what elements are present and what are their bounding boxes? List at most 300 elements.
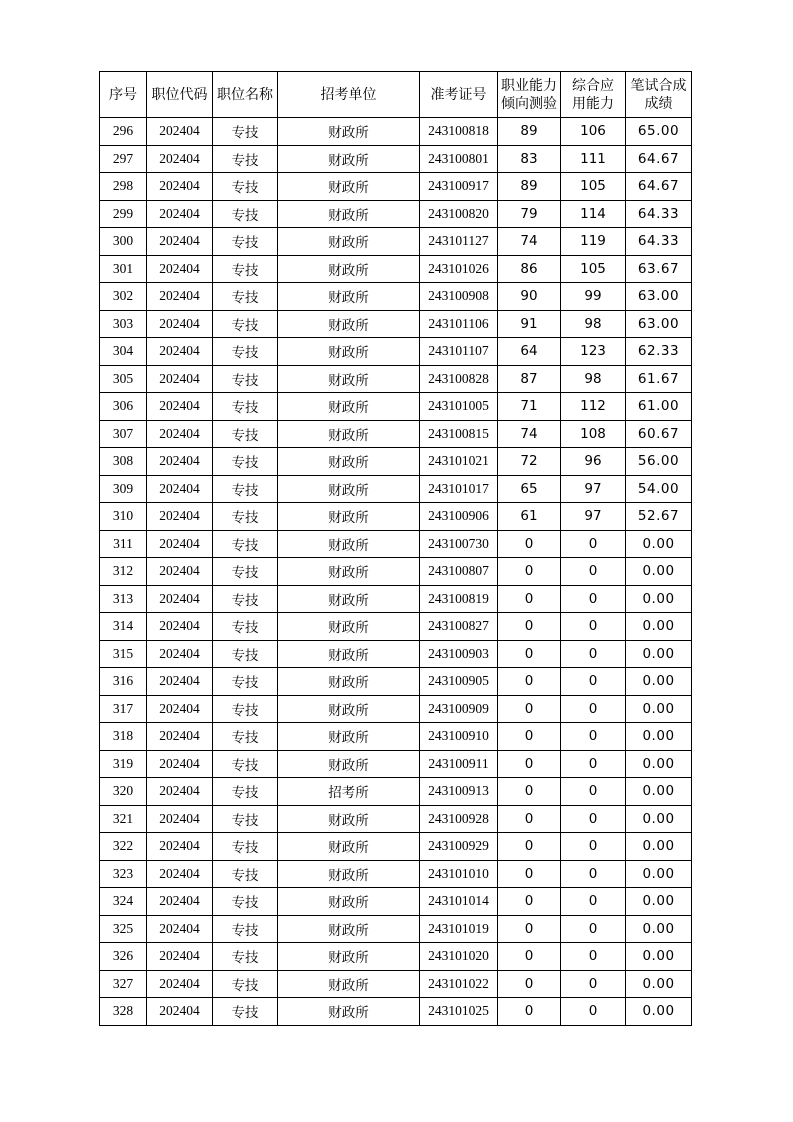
- cell-recruiting-unit: 财政所: [278, 613, 420, 641]
- cell-applied-score: 0: [561, 558, 626, 586]
- cell-applied-score: 0: [561, 695, 626, 723]
- cell-aptitude-score: 83: [498, 145, 561, 173]
- cell-recruiting-unit: 财政所: [278, 338, 420, 366]
- cell-seq: 307: [100, 420, 147, 448]
- cell-position-code: 202404: [147, 888, 213, 916]
- cell-recruiting-unit: 财政所: [278, 420, 420, 448]
- cell-recruiting-unit: 财政所: [278, 145, 420, 173]
- cell-ticket-number: 243100730: [420, 530, 498, 558]
- cell-seq: 316: [100, 668, 147, 696]
- cell-seq: 308: [100, 448, 147, 476]
- cell-ticket-number: 243101021: [420, 448, 498, 476]
- cell-aptitude-score: 0: [498, 888, 561, 916]
- cell-applied-score: 98: [561, 365, 626, 393]
- cell-position-name: 专技: [213, 998, 278, 1026]
- cell-position-name: 专技: [213, 200, 278, 228]
- cell-position-name: 专技: [213, 365, 278, 393]
- cell-ticket-number: 243100801: [420, 145, 498, 173]
- cell-applied-score: 0: [561, 750, 626, 778]
- cell-total-score: 0.00: [626, 723, 692, 751]
- cell-applied-score: 105: [561, 255, 626, 283]
- header-total-line2: 成绩: [644, 95, 673, 112]
- cell-position-code: 202404: [147, 695, 213, 723]
- table-row: [100, 420, 692, 448]
- cell-total-score: 0.00: [626, 888, 692, 916]
- table-row: [100, 943, 692, 971]
- cell-recruiting-unit: 财政所: [278, 228, 420, 256]
- cell-recruiting-unit: 财政所: [278, 530, 420, 558]
- cell-position-code: 202404: [147, 365, 213, 393]
- cell-position-code: 202404: [147, 145, 213, 173]
- cell-ticket-number: 243101026: [420, 255, 498, 283]
- cell-seq: 310: [100, 503, 147, 531]
- table-row: [100, 365, 692, 393]
- cell-recruiting-unit: 财政所: [278, 970, 420, 998]
- table-row: [100, 750, 692, 778]
- table-row: [100, 695, 692, 723]
- cell-total-score: 0.00: [626, 530, 692, 558]
- cell-seq: 298: [100, 173, 147, 201]
- cell-applied-score: 0: [561, 723, 626, 751]
- cell-aptitude-score: 89: [498, 118, 561, 146]
- cell-recruiting-unit: 财政所: [278, 118, 420, 146]
- cell-applied-score: 114: [561, 200, 626, 228]
- cell-recruiting-unit: 财政所: [278, 283, 420, 311]
- cell-applied-score: 0: [561, 585, 626, 613]
- cell-position-name: 专技: [213, 723, 278, 751]
- cell-total-score: 0.00: [626, 778, 692, 806]
- cell-seq: 300: [100, 228, 147, 256]
- cell-position-name: 专技: [213, 943, 278, 971]
- cell-aptitude-score: 61: [498, 503, 561, 531]
- cell-ticket-number: 243101127: [420, 228, 498, 256]
- cell-applied-score: 112: [561, 393, 626, 421]
- header-position-code: 职位代码: [147, 72, 213, 118]
- cell-position-code: 202404: [147, 200, 213, 228]
- cell-position-name: 专技: [213, 860, 278, 888]
- cell-seq: 318: [100, 723, 147, 751]
- cell-recruiting-unit: 招考所: [278, 778, 420, 806]
- cell-position-code: 202404: [147, 503, 213, 531]
- cell-aptitude-score: 0: [498, 640, 561, 668]
- cell-applied-score: 111: [561, 145, 626, 173]
- cell-aptitude-score: 0: [498, 833, 561, 861]
- cell-recruiting-unit: 财政所: [278, 310, 420, 338]
- cell-applied-score: 0: [561, 915, 626, 943]
- cell-position-name: 专技: [213, 613, 278, 641]
- cell-total-score: 0.00: [626, 695, 692, 723]
- table-row: [100, 228, 692, 256]
- cell-position-name: 专技: [213, 668, 278, 696]
- cell-ticket-number: 243100820: [420, 200, 498, 228]
- cell-ticket-number: 243101022: [420, 970, 498, 998]
- cell-total-score: 0.00: [626, 943, 692, 971]
- header-total-line1: 笔试合成: [630, 77, 687, 94]
- cell-recruiting-unit: 财政所: [278, 695, 420, 723]
- table-row: [100, 888, 692, 916]
- cell-recruiting-unit: 财政所: [278, 475, 420, 503]
- table-row: [100, 640, 692, 668]
- cell-recruiting-unit: 财政所: [278, 860, 420, 888]
- cell-ticket-number: 243100928: [420, 805, 498, 833]
- cell-ticket-number: 243101107: [420, 338, 498, 366]
- cell-applied-score: 0: [561, 888, 626, 916]
- cell-ticket-number: 243100909: [420, 695, 498, 723]
- cell-ticket-number: 243100905: [420, 668, 498, 696]
- cell-position-code: 202404: [147, 310, 213, 338]
- cell-ticket-number: 243100819: [420, 585, 498, 613]
- cell-aptitude-score: 0: [498, 998, 561, 1026]
- cell-applied-score: 0: [561, 860, 626, 888]
- cell-aptitude-score: 72: [498, 448, 561, 476]
- header-position-name: 职位名称: [213, 72, 278, 118]
- cell-aptitude-score: 91: [498, 310, 561, 338]
- cell-aptitude-score: 0: [498, 558, 561, 586]
- cell-recruiting-unit: 财政所: [278, 750, 420, 778]
- cell-position-name: 专技: [213, 695, 278, 723]
- cell-seq: 306: [100, 393, 147, 421]
- cell-seq: 296: [100, 118, 147, 146]
- header-aptitude-test: [498, 72, 561, 118]
- cell-recruiting-unit: 财政所: [278, 173, 420, 201]
- table-row: [100, 860, 692, 888]
- cell-total-score: 0.00: [626, 860, 692, 888]
- table-row: [100, 998, 692, 1026]
- cell-ticket-number: 243100818: [420, 118, 498, 146]
- header-row: [100, 72, 692, 118]
- cell-position-name: 专技: [213, 750, 278, 778]
- cell-position-code: 202404: [147, 283, 213, 311]
- cell-ticket-number: 243101025: [420, 998, 498, 1026]
- cell-applied-score: 97: [561, 475, 626, 503]
- table-row: [100, 310, 692, 338]
- cell-ticket-number: 243100815: [420, 420, 498, 448]
- cell-seq: 311: [100, 530, 147, 558]
- cell-recruiting-unit: 财政所: [278, 200, 420, 228]
- cell-recruiting-unit: 财政所: [278, 255, 420, 283]
- cell-ticket-number: 243101010: [420, 860, 498, 888]
- cell-total-score: 0.00: [626, 640, 692, 668]
- cell-ticket-number: 243100903: [420, 640, 498, 668]
- cell-position-code: 202404: [147, 585, 213, 613]
- cell-seq: 322: [100, 833, 147, 861]
- table-row: [100, 283, 692, 311]
- cell-seq: 312: [100, 558, 147, 586]
- cell-ticket-number: 243100910: [420, 723, 498, 751]
- table-row: [100, 970, 692, 998]
- table-row: [100, 503, 692, 531]
- cell-total-score: 0.00: [626, 613, 692, 641]
- cell-total-score: 60.67: [626, 420, 692, 448]
- cell-recruiting-unit: 财政所: [278, 998, 420, 1026]
- cell-ticket-number: 243100911: [420, 750, 498, 778]
- cell-aptitude-score: 86: [498, 255, 561, 283]
- table-row: [100, 833, 692, 861]
- cell-aptitude-score: 0: [498, 778, 561, 806]
- cell-ticket-number: 243101106: [420, 310, 498, 338]
- cell-position-name: 专技: [213, 310, 278, 338]
- table-row: [100, 200, 692, 228]
- header-total-score: [626, 72, 692, 118]
- cell-position-name: 专技: [213, 915, 278, 943]
- header-applied-line2: 用能力: [572, 95, 614, 112]
- cell-ticket-number: 243100906: [420, 503, 498, 531]
- table-row: [100, 668, 692, 696]
- cell-seq: 321: [100, 805, 147, 833]
- cell-position-name: 专技: [213, 585, 278, 613]
- cell-position-code: 202404: [147, 118, 213, 146]
- cell-position-code: 202404: [147, 778, 213, 806]
- header-aptitude-line1: 职业能力: [501, 77, 557, 94]
- header-recruiting-unit: 招考单位: [278, 72, 420, 118]
- cell-applied-score: 119: [561, 228, 626, 256]
- cell-position-code: 202404: [147, 833, 213, 861]
- cell-position-code: 202404: [147, 860, 213, 888]
- cell-applied-score: 0: [561, 530, 626, 558]
- cell-ticket-number: 243100913: [420, 778, 498, 806]
- table-row: [100, 585, 692, 613]
- cell-seq: 315: [100, 640, 147, 668]
- cell-aptitude-score: 89: [498, 173, 561, 201]
- cell-seq: 317: [100, 695, 147, 723]
- cell-position-name: 专技: [213, 228, 278, 256]
- cell-recruiting-unit: 财政所: [278, 393, 420, 421]
- cell-position-name: 专技: [213, 118, 278, 146]
- cell-applied-score: 0: [561, 943, 626, 971]
- cell-applied-score: 0: [561, 833, 626, 861]
- table-row: [100, 118, 692, 146]
- cell-position-name: 专技: [213, 888, 278, 916]
- cell-seq: 325: [100, 915, 147, 943]
- cell-position-code: 202404: [147, 970, 213, 998]
- cell-aptitude-score: 0: [498, 613, 561, 641]
- table-row: [100, 448, 692, 476]
- header-applied-line1: 综合应: [572, 77, 614, 94]
- cell-recruiting-unit: 财政所: [278, 723, 420, 751]
- table-row: [100, 338, 692, 366]
- header-applied-ability: [561, 72, 626, 118]
- cell-position-code: 202404: [147, 338, 213, 366]
- cell-position-code: 202404: [147, 723, 213, 751]
- cell-seq: 299: [100, 200, 147, 228]
- cell-recruiting-unit: 财政所: [278, 943, 420, 971]
- cell-position-name: 专技: [213, 173, 278, 201]
- cell-ticket-number: 243100827: [420, 613, 498, 641]
- cell-position-code: 202404: [147, 420, 213, 448]
- cell-aptitude-score: 0: [498, 860, 561, 888]
- table-row: [100, 145, 692, 173]
- cell-seq: 314: [100, 613, 147, 641]
- cell-aptitude-score: 0: [498, 943, 561, 971]
- cell-total-score: 0.00: [626, 970, 692, 998]
- cell-ticket-number: 243100908: [420, 283, 498, 311]
- cell-total-score: 63.00: [626, 283, 692, 311]
- cell-recruiting-unit: 财政所: [278, 448, 420, 476]
- cell-applied-score: 108: [561, 420, 626, 448]
- cell-position-name: 专技: [213, 640, 278, 668]
- cell-total-score: 64.33: [626, 200, 692, 228]
- table-row: [100, 255, 692, 283]
- cell-ticket-number: 243100917: [420, 173, 498, 201]
- cell-seq: 324: [100, 888, 147, 916]
- table-row: [100, 915, 692, 943]
- cell-aptitude-score: 74: [498, 228, 561, 256]
- cell-position-name: 专技: [213, 420, 278, 448]
- cell-applied-score: 0: [561, 805, 626, 833]
- cell-seq: 326: [100, 943, 147, 971]
- table-row: [100, 173, 692, 201]
- cell-seq: 305: [100, 365, 147, 393]
- cell-aptitude-score: 0: [498, 668, 561, 696]
- cell-seq: 302: [100, 283, 147, 311]
- table-body: [100, 118, 692, 1026]
- cell-aptitude-score: 0: [498, 723, 561, 751]
- header-ticket-number: 准考证号: [420, 72, 498, 118]
- cell-seq: 319: [100, 750, 147, 778]
- cell-seq: 313: [100, 585, 147, 613]
- cell-applied-score: 0: [561, 613, 626, 641]
- cell-aptitude-score: 71: [498, 393, 561, 421]
- cell-total-score: 62.33: [626, 338, 692, 366]
- cell-applied-score: 0: [561, 998, 626, 1026]
- cell-position-name: 专技: [213, 805, 278, 833]
- table-row: [100, 778, 692, 806]
- cell-total-score: 63.67: [626, 255, 692, 283]
- cell-position-name: 专技: [213, 530, 278, 558]
- cell-aptitude-score: 79: [498, 200, 561, 228]
- cell-aptitude-score: 0: [498, 915, 561, 943]
- cell-ticket-number: 243101019: [420, 915, 498, 943]
- cell-recruiting-unit: 财政所: [278, 805, 420, 833]
- cell-position-code: 202404: [147, 998, 213, 1026]
- cell-aptitude-score: 90: [498, 283, 561, 311]
- header-aptitude-line2: 倾向测验: [501, 95, 557, 112]
- cell-position-code: 202404: [147, 805, 213, 833]
- cell-position-code: 202404: [147, 668, 213, 696]
- table-row: [100, 613, 692, 641]
- cell-total-score: 61.00: [626, 393, 692, 421]
- cell-total-score: 64.67: [626, 173, 692, 201]
- cell-seq: 328: [100, 998, 147, 1026]
- cell-applied-score: 0: [561, 970, 626, 998]
- cell-position-code: 202404: [147, 475, 213, 503]
- cell-applied-score: 123: [561, 338, 626, 366]
- cell-position-name: 专技: [213, 503, 278, 531]
- cell-position-code: 202404: [147, 228, 213, 256]
- score-table: [99, 71, 692, 1026]
- cell-ticket-number: 243100828: [420, 365, 498, 393]
- cell-position-name: 专技: [213, 558, 278, 586]
- cell-ticket-number: 243101020: [420, 943, 498, 971]
- table-row: [100, 805, 692, 833]
- cell-position-code: 202404: [147, 530, 213, 558]
- cell-position-name: 专技: [213, 145, 278, 173]
- cell-position-code: 202404: [147, 173, 213, 201]
- cell-position-code: 202404: [147, 448, 213, 476]
- cell-applied-score: 98: [561, 310, 626, 338]
- cell-seq: 301: [100, 255, 147, 283]
- cell-total-score: 64.67: [626, 145, 692, 173]
- cell-position-name: 专技: [213, 833, 278, 861]
- cell-position-code: 202404: [147, 558, 213, 586]
- cell-total-score: 0.00: [626, 833, 692, 861]
- cell-aptitude-score: 64: [498, 338, 561, 366]
- cell-seq: 309: [100, 475, 147, 503]
- cell-position-name: 专技: [213, 338, 278, 366]
- cell-total-score: 0.00: [626, 558, 692, 586]
- cell-position-name: 专技: [213, 778, 278, 806]
- cell-seq: 323: [100, 860, 147, 888]
- cell-recruiting-unit: 财政所: [278, 365, 420, 393]
- cell-position-name: 专技: [213, 970, 278, 998]
- cell-aptitude-score: 74: [498, 420, 561, 448]
- cell-applied-score: 106: [561, 118, 626, 146]
- cell-position-name: 专技: [213, 393, 278, 421]
- header-seq: 序号: [100, 72, 147, 118]
- cell-ticket-number: 243101017: [420, 475, 498, 503]
- cell-aptitude-score: 0: [498, 805, 561, 833]
- cell-position-name: 专技: [213, 448, 278, 476]
- cell-total-score: 63.00: [626, 310, 692, 338]
- cell-total-score: 54.00: [626, 475, 692, 503]
- table-row: [100, 530, 692, 558]
- cell-total-score: 65.00: [626, 118, 692, 146]
- cell-applied-score: 96: [561, 448, 626, 476]
- cell-position-name: 专技: [213, 475, 278, 503]
- cell-recruiting-unit: 财政所: [278, 585, 420, 613]
- cell-ticket-number: 243101005: [420, 393, 498, 421]
- cell-seq: 304: [100, 338, 147, 366]
- table-row: [100, 558, 692, 586]
- cell-ticket-number: 243100807: [420, 558, 498, 586]
- cell-seq: 303: [100, 310, 147, 338]
- cell-total-score: 0.00: [626, 805, 692, 833]
- cell-applied-score: 0: [561, 778, 626, 806]
- cell-total-score: 64.33: [626, 228, 692, 256]
- cell-aptitude-score: 87: [498, 365, 561, 393]
- cell-aptitude-score: 0: [498, 695, 561, 723]
- cell-seq: 297: [100, 145, 147, 173]
- cell-recruiting-unit: 财政所: [278, 640, 420, 668]
- cell-ticket-number: 243100929: [420, 833, 498, 861]
- cell-aptitude-score: 0: [498, 585, 561, 613]
- cell-recruiting-unit: 财政所: [278, 833, 420, 861]
- cell-aptitude-score: 65: [498, 475, 561, 503]
- cell-applied-score: 0: [561, 640, 626, 668]
- cell-ticket-number: 243101014: [420, 888, 498, 916]
- table-row: [100, 723, 692, 751]
- cell-total-score: 0.00: [626, 998, 692, 1026]
- cell-position-code: 202404: [147, 255, 213, 283]
- table-row: [100, 475, 692, 503]
- cell-aptitude-score: 0: [498, 530, 561, 558]
- cell-total-score: 56.00: [626, 448, 692, 476]
- cell-seq: 327: [100, 970, 147, 998]
- cell-applied-score: 0: [561, 668, 626, 696]
- cell-recruiting-unit: 财政所: [278, 915, 420, 943]
- cell-position-code: 202404: [147, 640, 213, 668]
- cell-position-name: 专技: [213, 283, 278, 311]
- cell-position-code: 202404: [147, 750, 213, 778]
- cell-total-score: 61.67: [626, 365, 692, 393]
- cell-aptitude-score: 0: [498, 750, 561, 778]
- cell-total-score: 0.00: [626, 750, 692, 778]
- cell-recruiting-unit: 财政所: [278, 503, 420, 531]
- cell-applied-score: 97: [561, 503, 626, 531]
- cell-recruiting-unit: 财政所: [278, 558, 420, 586]
- table-row: [100, 393, 692, 421]
- cell-recruiting-unit: 财政所: [278, 668, 420, 696]
